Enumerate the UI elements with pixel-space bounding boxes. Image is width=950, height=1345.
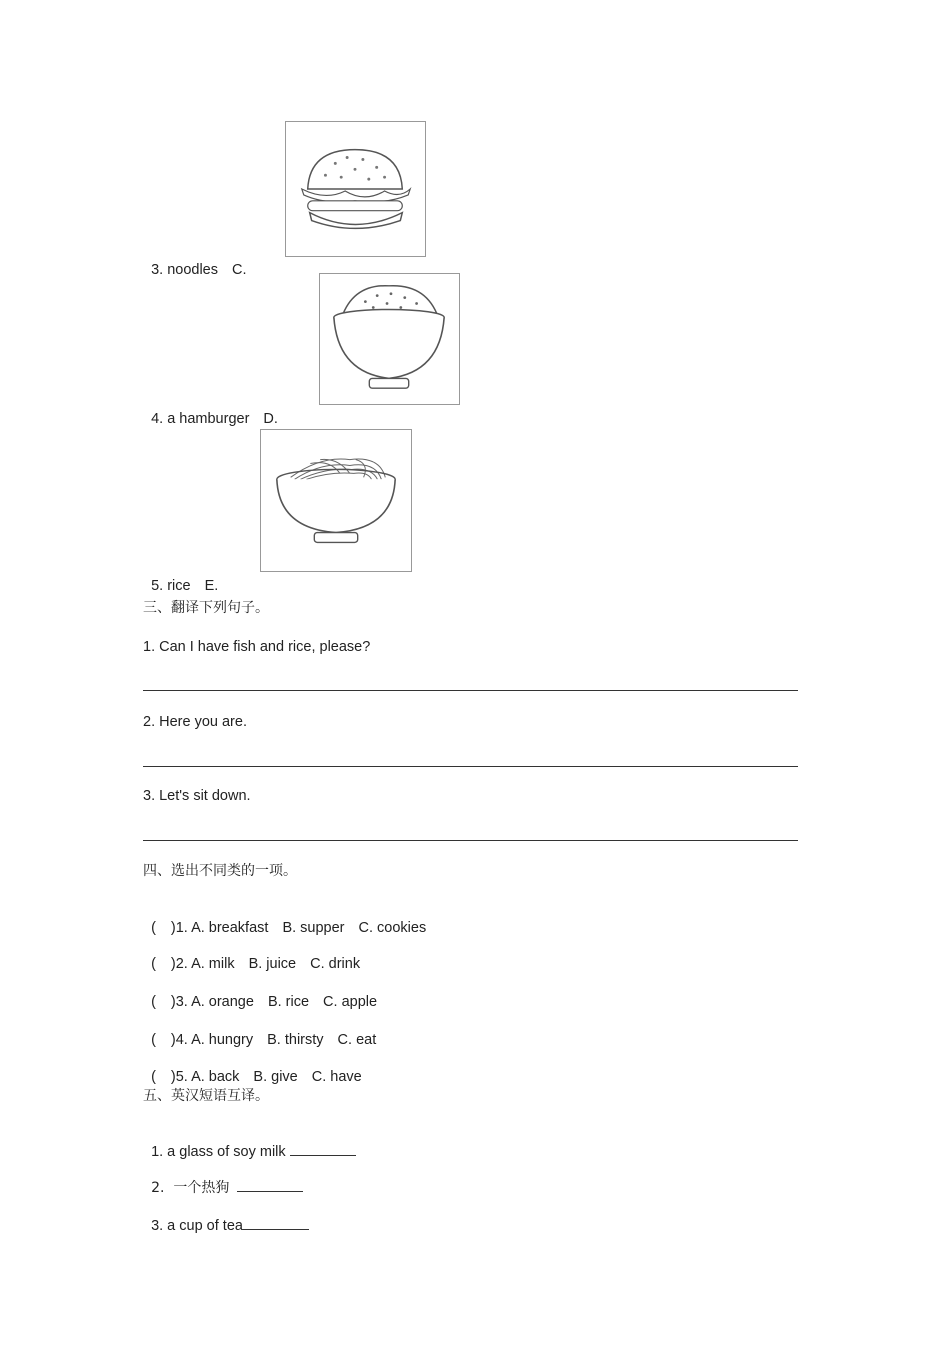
option-a: A. orange [191,994,254,1010]
answer-line-3[interactable] [143,840,798,841]
question-number: )5. [170,1069,188,1085]
option-a: A. breakfast [191,920,269,936]
hamburger-picture [285,121,426,257]
option-c: C. drink [310,956,361,972]
option-c: C. cookies [358,920,427,936]
answer-blank[interactable] [290,1143,356,1156]
option-a: A. milk [191,956,235,972]
answer-paren[interactable]: ( [151,920,156,936]
question-4 [143,1013,376,1049]
sentence-3: 3. Let's sit down. [143,788,251,804]
rice-bowl-icon [320,274,459,404]
rice-bowl-picture [319,273,460,405]
answer-blank[interactable] [243,1217,309,1230]
question-number: )3. [170,994,188,1010]
phrase-1 [143,1125,356,1161]
question-5 [143,1050,362,1086]
question-number: )1. [170,920,188,936]
matching-item-3 [143,243,246,279]
option-a: A. back [191,1069,240,1085]
phrase-3 [143,1199,309,1235]
answer-paren[interactable]: ( [151,1069,156,1085]
phrase-text: 2. 一个热狗 [151,1180,230,1196]
item-word: noodles [167,262,218,278]
matching-item-5 [143,559,218,595]
sentence-2: 2. Here you are. [143,714,247,730]
item-letter: E. [204,578,219,594]
option-a: A. hungry [191,1032,254,1048]
sentence-1: 1. Can I have fish and rice, please? [143,639,371,655]
question-number: )2. [170,956,188,972]
noodle-bowl-picture [260,429,412,572]
item-word: a hamburger [167,411,250,427]
noodle-bowl-icon [261,430,411,571]
section-3-heading: 三、翻译下列句子。 [143,600,269,616]
question-number: )4. [170,1032,188,1048]
phrase-2 [143,1161,303,1197]
option-c: C. have [311,1069,362,1085]
item-word: rice [167,578,191,594]
answer-paren[interactable]: ( [151,1032,156,1048]
phrase-text: 3. a cup of tea [151,1218,243,1234]
answer-line-1[interactable] [143,690,798,691]
section-4-heading: 四、选出不同类的一项。 [143,863,297,879]
question-2 [143,937,360,973]
answer-line-2[interactable] [143,766,798,767]
section-5-heading: 五、英汉短语互译。 [143,1088,269,1104]
option-b: B. thirsty [267,1032,324,1048]
question-1 [143,901,426,937]
hamburger-icon [286,122,425,256]
answer-paren[interactable]: ( [151,994,156,1010]
item-number: 3. [151,262,164,278]
option-b: B. supper [282,920,345,936]
option-b: B. rice [267,994,310,1010]
option-c: C. eat [337,1032,377,1048]
option-c: C. apple [323,994,378,1010]
item-letter: D. [263,411,278,427]
question-3 [143,975,377,1011]
matching-item-4 [143,392,278,428]
phrase-text: 1. a glass of soy milk [151,1144,286,1160]
item-letter: C. [231,262,247,278]
option-b: B. juice [248,956,297,972]
option-b: B. give [253,1069,298,1085]
answer-paren[interactable]: ( [151,956,156,972]
answer-blank[interactable] [237,1179,303,1192]
item-number: 4. [151,411,164,427]
item-number: 5. [151,578,164,594]
